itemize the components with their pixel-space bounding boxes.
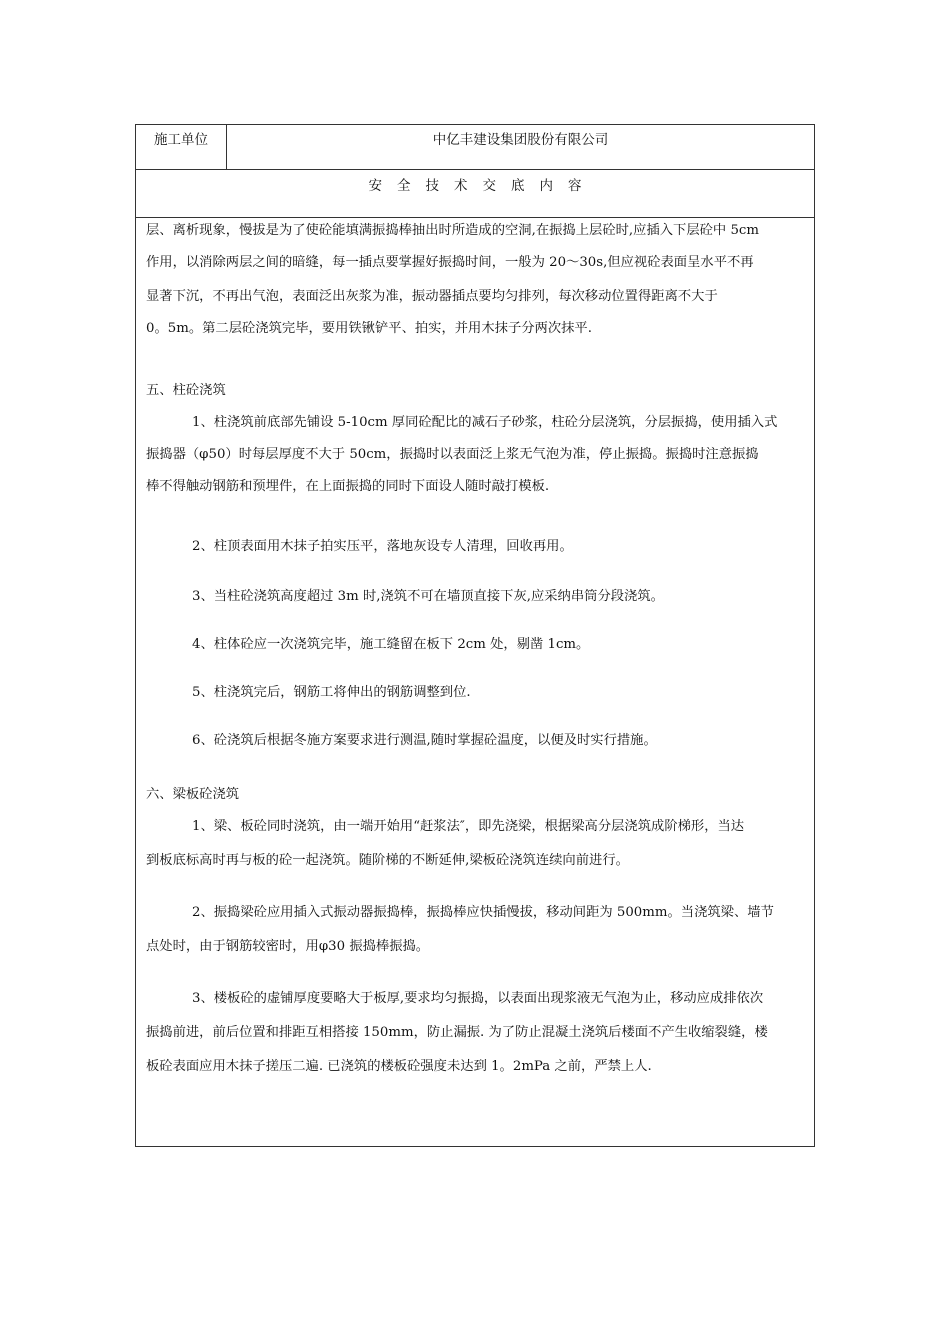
content-line: 振捣器（φ50）时每层厚度不大于 50cm，振捣时以表面泛上浆无气泡为准，停止振捣。振捣时注意振捣 [146,447,759,462]
disclosure-table [135,124,815,1147]
section-title: 安全技术交底内容 [136,170,814,218]
content-line: 1、柱浇筑前底部先铺设 5-10cm 厚同砼配比的减石子砂浆，柱砼分层浇筑，分层振捣，使用插入式 [192,415,778,430]
content-line: 棒不得触动钢筋和预埋件，在上面振捣的同时下面设人随时敲打模板. [146,479,550,494]
content-line: 3、当柱砼浇筑高度超过 3m 时,浇筑不可在墙顶直接下灰,应采纳串筒分段浇筑。 [192,589,664,604]
content-line: 五、柱砼浇筑 [146,383,226,398]
unit-value: 中亿丰建设集团股份有限公司 [432,132,609,148]
content-line: 2、振捣梁砼应用插入式振动器振捣棒，振捣棒应快插慢拔，移动间距为 500mm。当浇筑梁、墙节 [192,905,774,920]
header-row [136,125,814,170]
content-line: 到板底标高时再与板的砼一起浇筑。随阶梯的不断延伸,梁板砼浇筑连续向前进行。 [146,853,629,868]
content-line: 4、柱体砼应一次浇筑完毕，施工缝留在板下 2cm 处，剔凿 1cm。 [192,637,590,652]
content-line: 1、梁、板砼同时浇筑，由一端开始用“赶浆法″，即先浇梁，根据梁高分层浇筑成阶梯形，当达 [192,819,745,834]
content-line: 层、离析现象，慢拔是为了使砼能填满振捣棒抽出时所造成的空洞,在振捣上层砼时,应插入下层砼中 5cm [146,223,759,238]
content-line: 0。5m。第二层砼浇筑完毕，要用铁锹铲平、拍实，并用木抹子分两次抹平. [146,321,592,336]
content-line: 3、楼板砼的虚铺厚度要略大于板厚,要求均匀振捣，以表面出现浆液无气泡为止，移动应成排依次 [192,991,764,1006]
content-line: 六、梁板砼浇筑 [146,787,240,802]
content-line: 显著下沉，不再出气泡，表面泛出灰浆为准，振动器插点要均匀排列，每次移动位置得距离不大于 [146,289,718,304]
unit-label: 施工单位 [136,125,227,169]
content-line: 6、砼浇筑后根据冬施方案要求进行测温,随时掌握砼温度，以便及时实行措施。 [192,733,657,748]
content-line: 板砼表面应用木抹子搓压二遍. 已浇筑的楼板砼强度未达到 1。2mPa 之前，严禁上人. [146,1059,652,1074]
content-line: 点处时，由于钢筋较密时，用φ30 振捣棒振捣。 [146,939,430,954]
content-line: 振捣前进，前后位置和排距互相搭接 150mm，防止漏振. 为了防止混凝土浇筑后楼面不产生收缩裂缝，楼 [146,1025,768,1040]
content-line: 作用，以消除两层之间的暗缝，每一插点要掌握好振捣时间，一般为 20～30s,但应视砼表面呈水平不再 [146,255,754,270]
content-line: 5、柱浇筑完后，钢筋工将伸出的钢筋调整到位. [192,685,471,700]
content-line: 2、柱顶表面用木抹子拍实压平，落地灰设专人清理，回收再用。 [192,539,573,554]
